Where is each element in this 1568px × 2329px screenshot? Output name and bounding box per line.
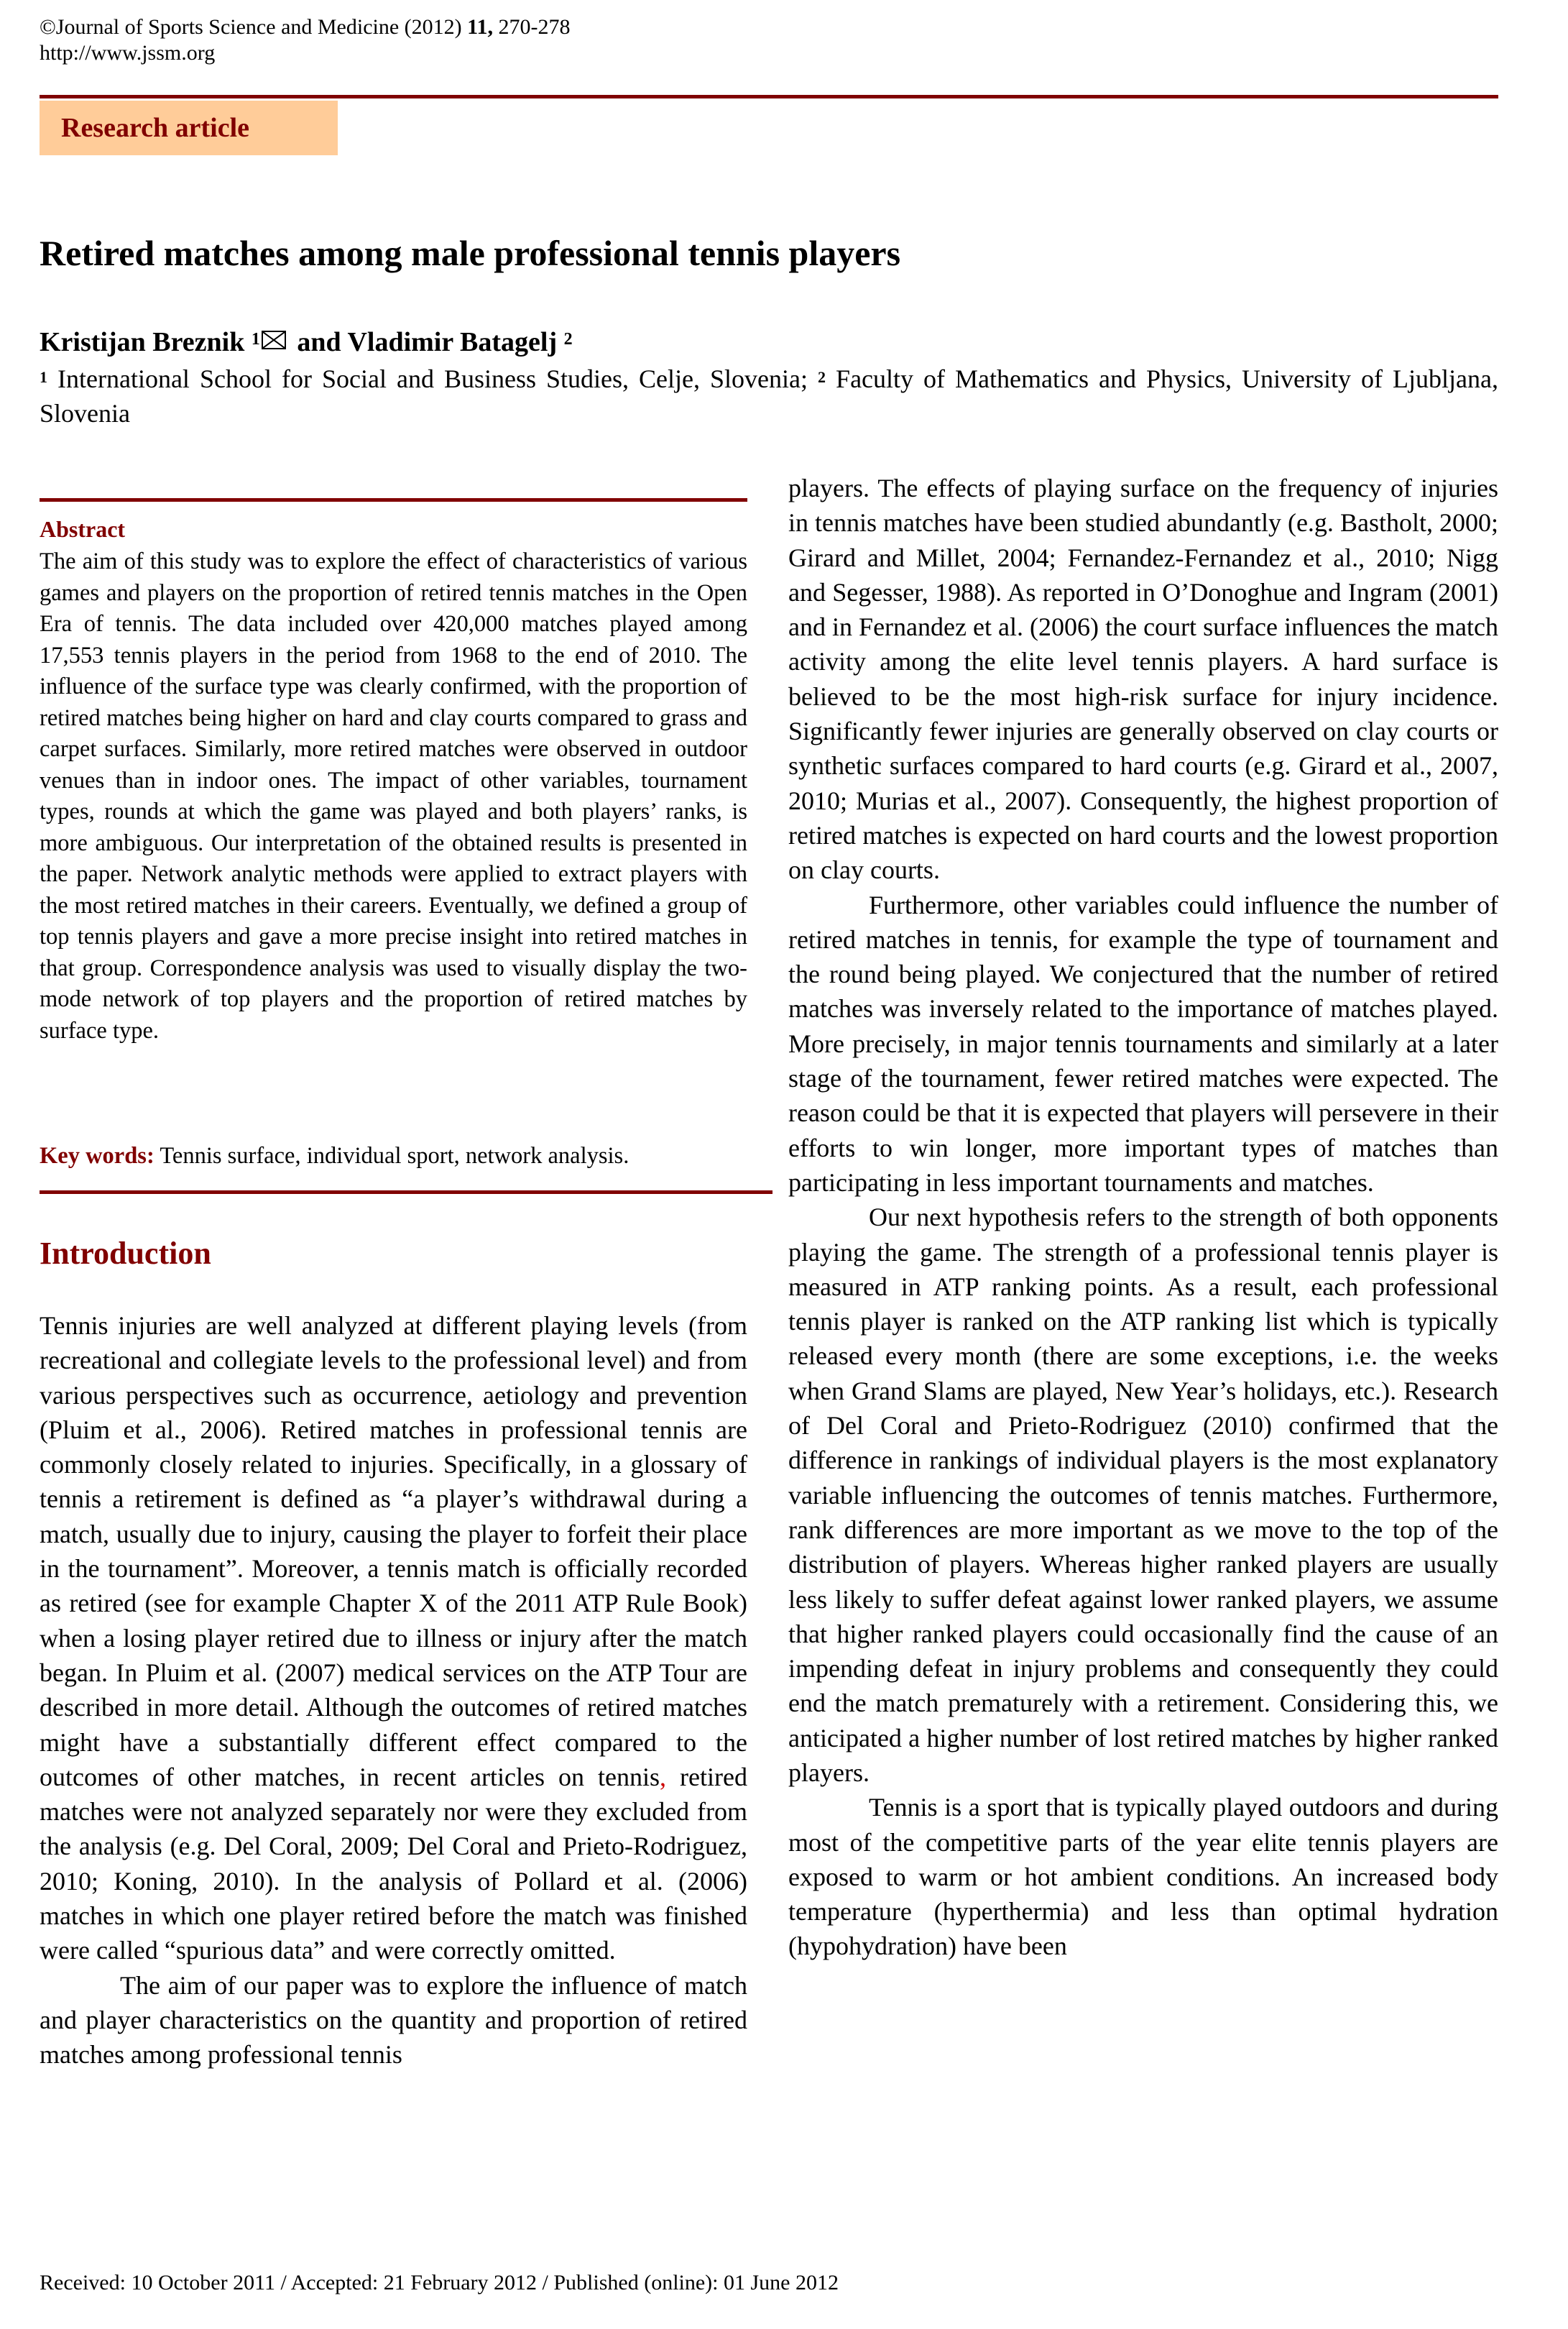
envelope-icon[interactable] [262,331,286,349]
keywords-list: Tennis surface, individual sport, network analysis. [154,1143,629,1169]
journal-url[interactable]: http://www.jssm.org [40,41,216,65]
journal-pages: 270-278 [493,15,571,39]
intro-paragraph-3: players. The effects of playing surface on the frequency of injuries in tennis matches have been studied abundantly (e.g. Bastholt, 2000; Girard and Millet, 2004; Fernandez-Fernandez et al., 2010; Nigg and Segesser, 1988). As reported in O’Donoghue and Ingram (2001) and in Fernandez et al. (2006) the court surface influences the match activity among the elite level tennis players. A hard surface is believed to be the most high-risk surface for injury incidence. Significantly fewer injuries are generally observed on clay courts or synthetic surfaces compared to hard courts (e.g. Girard et al., 2007, 2010; Murias et al., 2007). Consequently, the highest proportion of retired matches is expected on hard courts and the lowest proportion on clay courts. [788,474,1498,885]
intro-paragraph-2: The aim of our paper was to explore the influence of match and player characteristics on the quantity and proportion of retired matches among professional tennis [40,1970,747,2070]
journal-name: ©Journal of Sports Science and Medicine (2012) [40,15,468,39]
affiliation-1: International School for Social and Business Studies, Celje, Slovenia; [47,364,818,393]
right-column-body [788,471,1498,1964]
intro-paragraph-4: Furthermore, other variables could influence the number of retired matches in tennis, for example the type of tournament and the round being played. We conjectured that the number of retired matches was inversely related to the importance of matches played. More precisely, in major tennis tournaments and similarly at a later stage of the tournament, fewer retired matches were expected. The reason could be that it is expected that players will persevere in their efforts to win longer, more important types of matches than participating in less important tournaments and matches. [788,890,1498,1197]
abstract-top-rule [40,498,747,502]
intro-paragraph-5: Our next hypothesis refers to the strength of both opponents playing the game. The strength of a professional tennis player is measured in ATP ranking points. As a result, each professional tennis player is ranked on the ATP ranking list which is typically released every month (there are some exceptions, i.e. the weeks when Grand Slams are played, New Year’s holidays, etc.). Research of Del Coral and Prieto-Rodriguez (2010) confirmed that the difference in rankings of individual players is the most explanatory variable influencing the outcomes of tennis matches. Furthermore, rank differences are more important as we move to the top of the distribution of players. Whereas higher ranked players are usually less likely to suffer defeat against lower ranked players, we assume that higher ranked players could occasionally find the cause of an impending defeat in injury problems and consequently they could end the match prematurely with a retirement. Considering this, we anticipated a higher number of lost retired matches by higher ranked players. [788,1203,1498,1787]
intro-paragraph-1 [40,1308,747,1968]
author-connector: and [290,327,348,357]
left-column-body [40,1308,747,2072]
paper-title: Retired matches among male professional tennis players [40,233,901,273]
keywords-label: Key words: [40,1143,155,1169]
introduction-heading: Introduction [40,1236,211,1271]
keywords [40,1140,758,1172]
author-1-affil-mark: 1 [251,330,260,349]
article-type-badge [40,101,338,155]
abstract-bottom-rule [40,1190,773,1194]
abstract-text: The aim of this study was to explore the effect of characteristics of various games and players on the proportion of retired tennis matches in the Open Era of tennis. The data included over 420,000 matches played among 17,553 tennis players in the period from 1968 to the end of 2010. The influence of the surface type was clearly confirmed, with the proportion of retired matches being higher on hard and clay courts compared to grass and carpet surfaces. Similarly, more retired matches were observed in outdoor venues than in indoor ones. The impact of other variables, tournament types, rounds at which the game was played and both players’ ranks, is more ambiguous. Our interpretation of the obtained results is presented in the paper. Network analytic methods were applied to extract players with the most retired matches in their careers. Eventually, we defined a group of top tennis players and gave a more precise insight into retired matches in that group. Correspondence analysis was used to visually display the two-mode network of top players and the proportion of retired matches by surface type. [40,548,747,1044]
affil-1-mark: 1 [40,368,47,386]
affil-2-mark: 2 [818,368,826,386]
author-2-affil-mark: 2 [563,330,573,349]
article-type-label: Research article [61,113,250,143]
intro-p1-red-comma: , [660,1762,667,1791]
journal-volume: 11, [467,15,494,39]
abstract-heading: Abstract [40,516,126,542]
intro-p1-text-b: retired matches were not analyzed separately nor were they excluded from the analysis (e.g. Del Coral, 2009; Del Coral and Prieto-Rodriguez, 2010; Koning, 2010). In the analysis of Pollard et al. (2006) matches in which one player retired before the match was finished were called “spurious data” and were correctly omitted. [40,1762,747,1965]
author-2: Vladimir Batagelj [347,327,558,357]
affiliations [40,362,1498,431]
journal-citation [40,14,571,40]
affiliation-2: Faculty of Mathematics and Physics, University of Ljubljana, Slovenia [40,364,1498,428]
header-rule [40,95,1498,98]
author-line [40,325,573,359]
author-1: Kristijan Breznik [40,327,245,357]
publication-dates: Received: 10 October 2011 / Accepted: 21 February 2012 / Published (online): 01 June 2012 [40,2271,839,2294]
intro-p1-text-a: Tennis injuries are well analyzed at different playing levels (from recreational and collegiate levels to the professional level) and from various perspectives such as occurrence, aetiology and prevention (Pluim et al., 2006). Retired matches in professional tennis are commonly closely related to injuries. Specifically, in a glossary of tennis a retirement is defined as “a player’s withdrawal during a match, usually due to injury, causing the player to forfeit their place in the tournament”. Moreover, a tennis match is officially recorded as retired (see for example Chapter X of the 2011 ATP Rule Book) when a losing player retired due to illness or injury after the match began. In Pluim et al. (2007) medical services on the ATP Tour are described in more detail. Although the outcomes of retired matches might have a substantially different effect compared to the outcomes of other matches, in recent articles on tennis [40,1311,747,1791]
intro-paragraph-6: Tennis is a sport that is typically played outdoors and during most of the competitive parts of the year elite tennis players are exposed to warm or hot ambient conditions. An increased body temperature (hyperthermia) and less than optimal hydration (hypohydration) have been [788,1793,1498,1961]
